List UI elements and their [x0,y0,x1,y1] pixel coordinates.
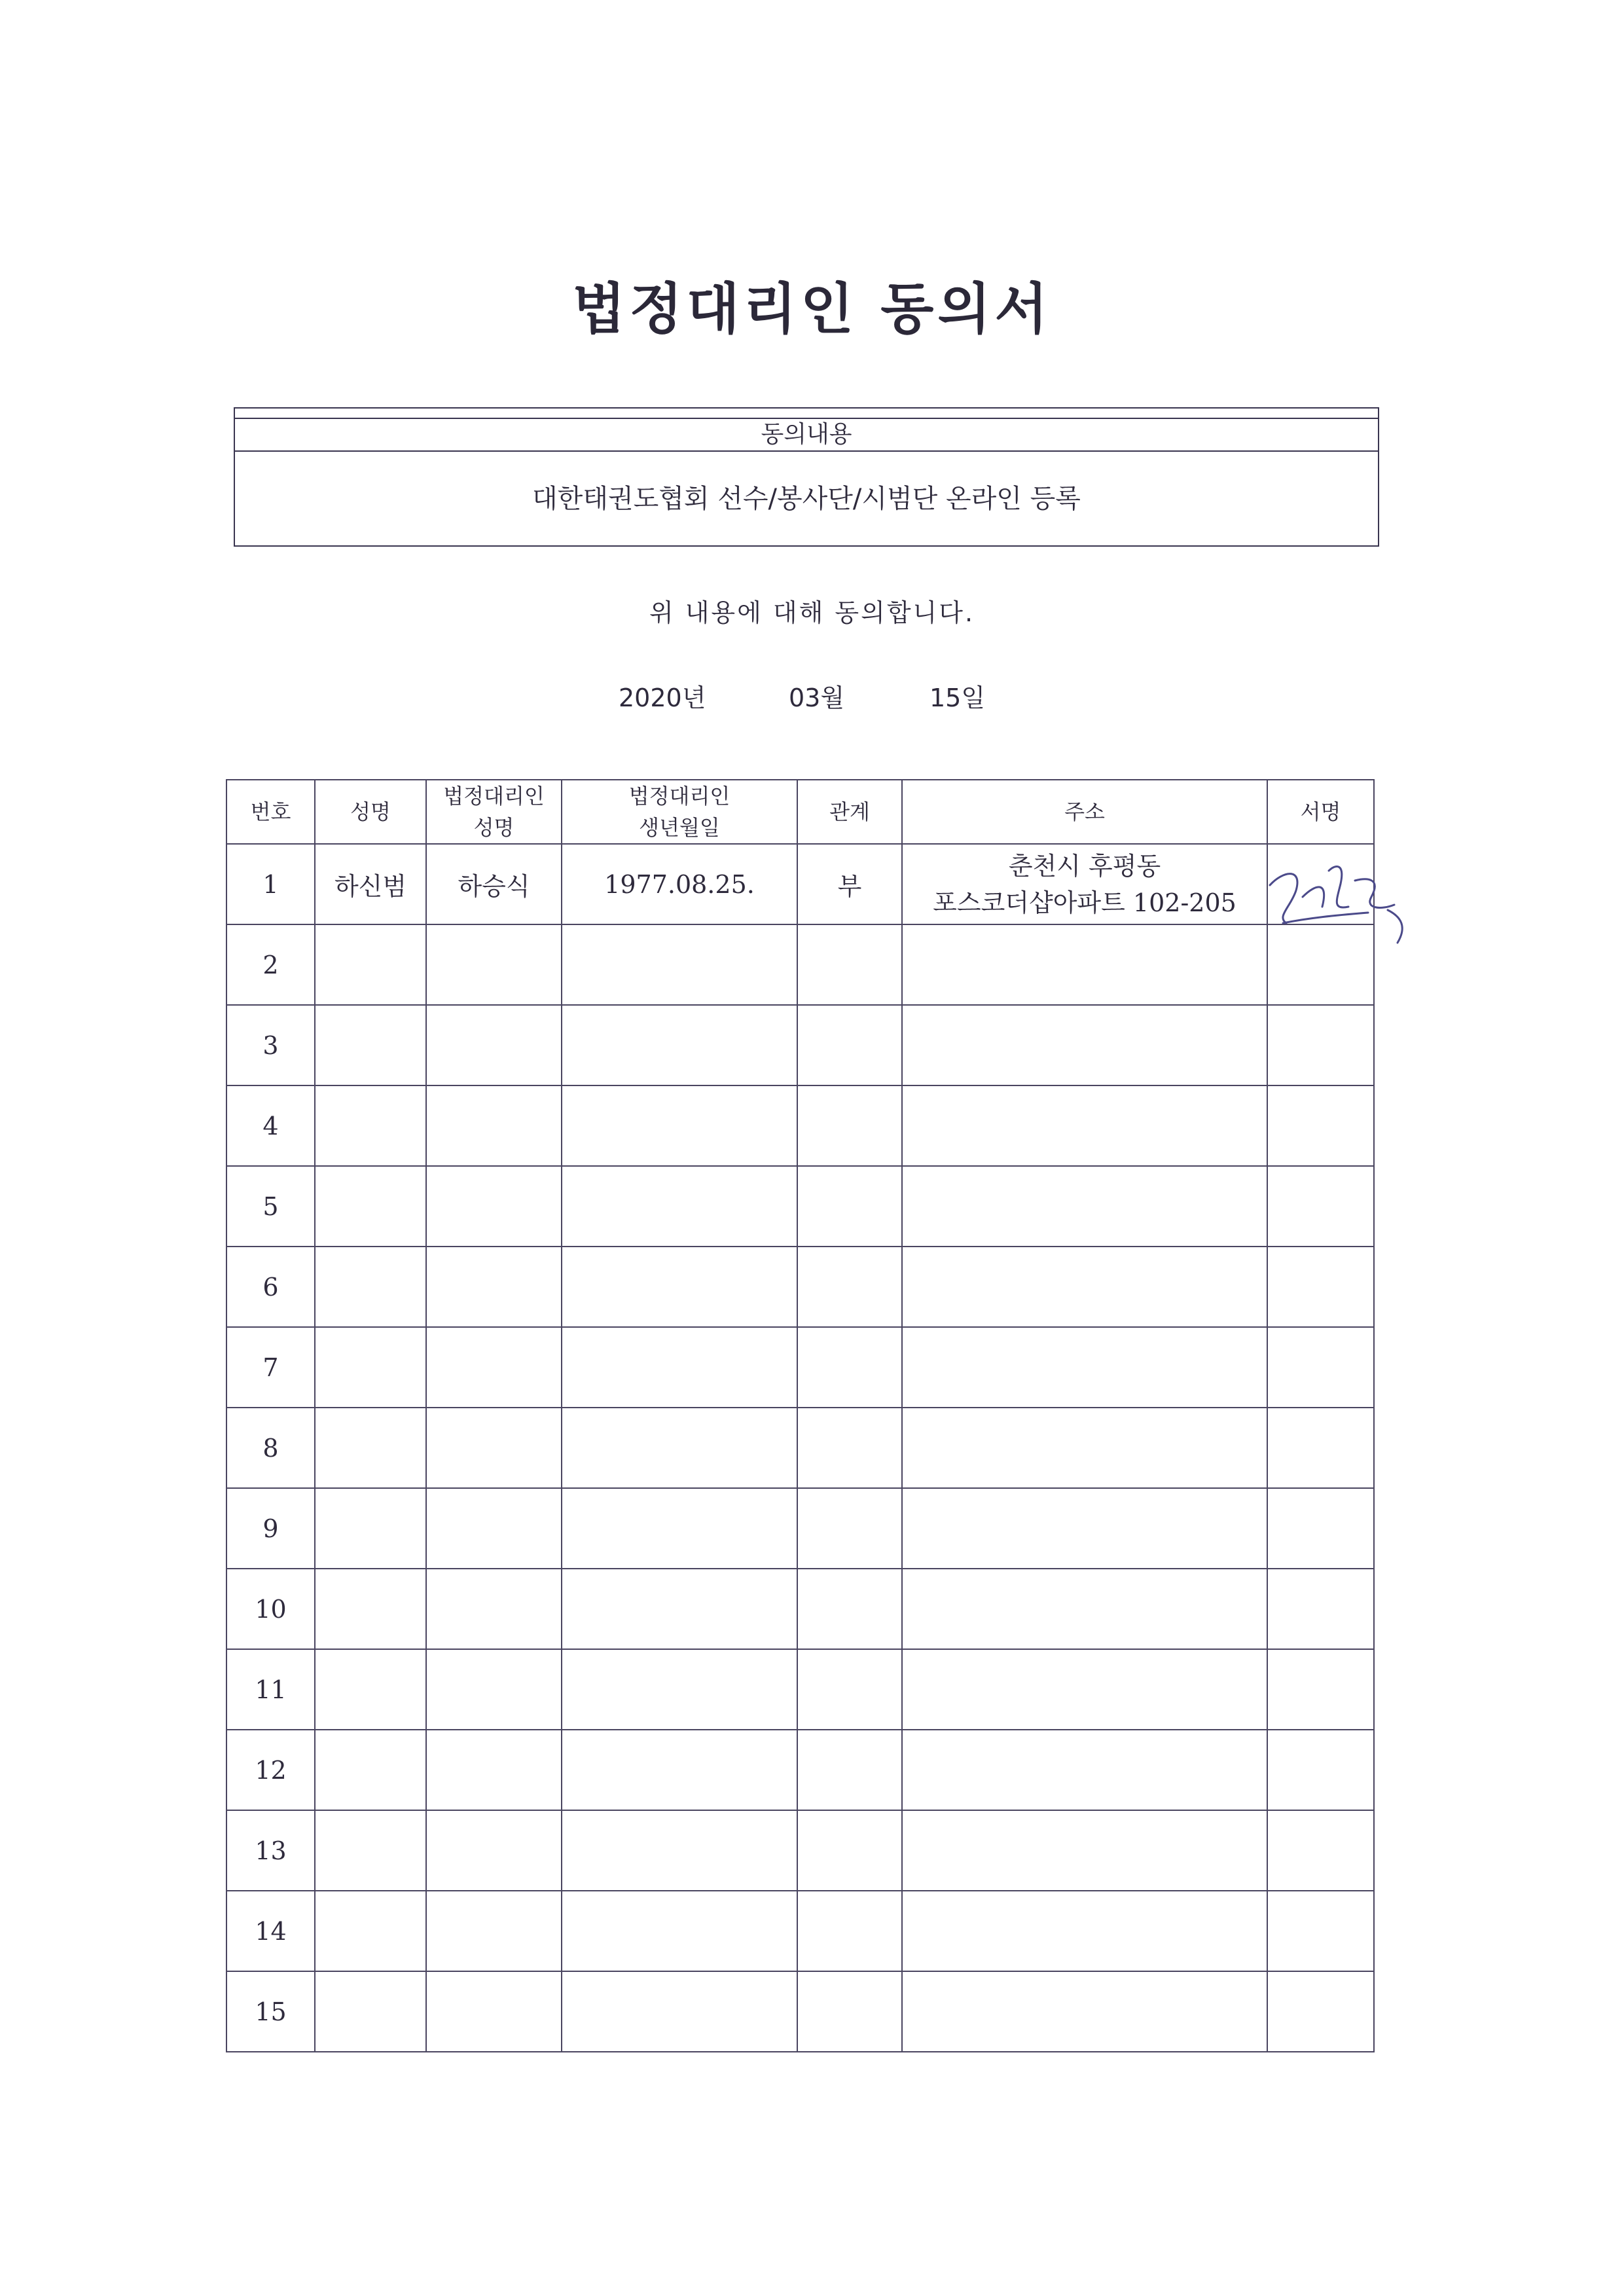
row-signature [1267,1408,1374,1488]
row-no: 11 [226,1649,315,1730]
row-no: 12 [226,1730,315,1810]
row-no: 15 [226,1971,315,2052]
row-signature [1267,1488,1374,1569]
row-relation [797,1891,902,1971]
row-name [315,1649,426,1730]
row-relation [797,1327,902,1408]
row-signature [1267,1005,1374,1085]
row-guardian-name [426,1488,562,1569]
row-guardian-birth: 1977.08.25. [562,844,797,924]
row-name [315,1166,426,1247]
table-row [226,1408,1374,1488]
table-row [226,1166,1374,1247]
row-address [902,1166,1267,1247]
row-name [315,924,426,1005]
document-title: 법정대리인 동의서 [572,277,1052,341]
row-guardian-birth [562,1085,797,1166]
date-day: 15일 [929,683,986,712]
header-guardian-name [426,780,562,844]
row-guardian-birth [562,1247,797,1327]
agreement-statement: 위 내용에 대해 동의합니다. [649,598,975,627]
row-address [902,1327,1267,1408]
row-relation [797,1408,902,1488]
header-guardian-name-line2: 성명 [473,815,514,840]
table-row [226,924,1374,1005]
row-guardian-name [426,1730,562,1810]
row-address [902,1971,1267,2052]
row-guardian-name: 하승식 [426,844,562,924]
row-guardian-name [426,1810,562,1891]
table-row [226,1005,1374,1085]
row-no: 4 [226,1085,315,1166]
header-guardian-name-line1: 법정대리인 [443,784,545,809]
date-month: 03월 [789,683,845,712]
consent-box [234,407,1379,547]
row-guardian-birth [562,1569,797,1649]
row-name [315,1730,426,1810]
row-name: 하신범 [315,844,426,924]
header-signature: 서명 [1267,780,1374,844]
row-signature [1267,1730,1374,1810]
row-guardian-name [426,1327,562,1408]
row-guardian-birth [562,1327,797,1408]
row-guardian-birth [562,924,797,1005]
row-relation [797,1569,902,1649]
row-signature [1267,1166,1374,1247]
table-row [226,1891,1374,1971]
row-guardian-birth [562,1005,797,1085]
row-address-line1: 춘천시 후평동 [1008,851,1161,881]
table-row [226,1971,1374,2052]
row-address [902,1085,1267,1166]
table-row [226,1730,1374,1810]
row-no: 6 [226,1247,315,1327]
consent-content: 대한태권도협회 선수/봉사단/시범단 온라인 등록 [532,484,1081,514]
row-relation [797,1971,902,2052]
row-signature [1267,1891,1374,1971]
row-guardian-birth [562,1408,797,1488]
row-guardian-name [426,1408,562,1488]
row-guardian-birth [562,1730,797,1810]
table-row [226,1569,1374,1649]
row-address [902,924,1267,1005]
guardian-table [226,779,1375,2052]
row-no: 5 [226,1166,315,1247]
row-relation [797,1488,902,1569]
row-guardian-name [426,1891,562,1971]
row-address [902,844,1267,924]
row-guardian-name [426,924,562,1005]
header-no: 번호 [226,780,315,844]
row-guardian-birth [562,1810,797,1891]
consent-heading: 동의내용 [235,418,1378,452]
row-no: 14 [226,1891,315,1971]
row-no: 2 [226,924,315,1005]
row-relation [797,1649,902,1730]
row-relation [797,924,902,1005]
row-address-line2: 포스코더샵아파트 102-205 [933,888,1236,917]
row-signature [1267,1971,1374,2052]
date-year: 2020년 [619,683,706,712]
row-name [315,1569,426,1649]
row-address [902,1810,1267,1891]
table-row [226,1488,1374,1569]
row-name [315,1327,426,1408]
row-name [315,1971,426,2052]
row-relation [797,1730,902,1810]
row-relation: 부 [797,844,902,924]
row-no: 8 [226,1408,315,1488]
row-relation [797,1005,902,1085]
table-row [226,1085,1374,1166]
row-guardian-birth [562,1166,797,1247]
row-no: 10 [226,1569,315,1649]
row-signature [1267,1569,1374,1649]
row-no: 1 [226,844,315,924]
table-row [226,844,1374,924]
row-guardian-birth [562,1488,797,1569]
row-relation [797,1166,902,1247]
header-guardian-birth [562,780,797,844]
row-address [902,1005,1267,1085]
row-relation [797,1085,902,1166]
row-guardian-name [426,1005,562,1085]
table-header-row [226,780,1374,844]
row-guardian-birth [562,1891,797,1971]
row-address [902,1408,1267,1488]
row-address [902,1649,1267,1730]
row-guardian-name [426,1247,562,1327]
header-relation: 관계 [797,780,902,844]
table-row [226,1810,1374,1891]
header-address: 주소 [902,780,1267,844]
row-no: 13 [226,1810,315,1891]
table-row [226,1327,1374,1408]
row-name [315,1810,426,1891]
row-no: 3 [226,1005,315,1085]
row-name [315,1005,426,1085]
row-name [315,1408,426,1488]
row-relation [797,1810,902,1891]
row-guardian-name [426,1971,562,2052]
row-name [315,1488,426,1569]
row-signature [1267,1085,1374,1166]
row-guardian-birth [562,1971,797,2052]
handwritten-signature [1257,845,1427,969]
row-guardian-name [426,1649,562,1730]
row-address [902,1247,1267,1327]
row-no: 7 [226,1327,315,1408]
row-address [902,1488,1267,1569]
row-address [902,1569,1267,1649]
table-row [226,1247,1374,1327]
row-signature [1267,1810,1374,1891]
header-name: 성명 [315,780,426,844]
row-guardian-name [426,1085,562,1166]
row-signature [1267,1247,1374,1327]
row-guardian-birth [562,1649,797,1730]
row-guardian-name [426,1569,562,1649]
row-signature [1267,1649,1374,1730]
row-name [315,1247,426,1327]
row-relation [797,1247,902,1327]
row-guardian-name [426,1166,562,1247]
row-address [902,1730,1267,1810]
row-name [315,1085,426,1166]
row-signature [1267,1327,1374,1408]
header-guardian-birth-line2: 생년월일 [639,815,720,840]
table-row [226,1649,1374,1730]
row-no: 9 [226,1488,315,1569]
header-guardian-birth-line1: 법정대리인 [628,784,731,809]
row-address [902,1891,1267,1971]
row-name [315,1891,426,1971]
